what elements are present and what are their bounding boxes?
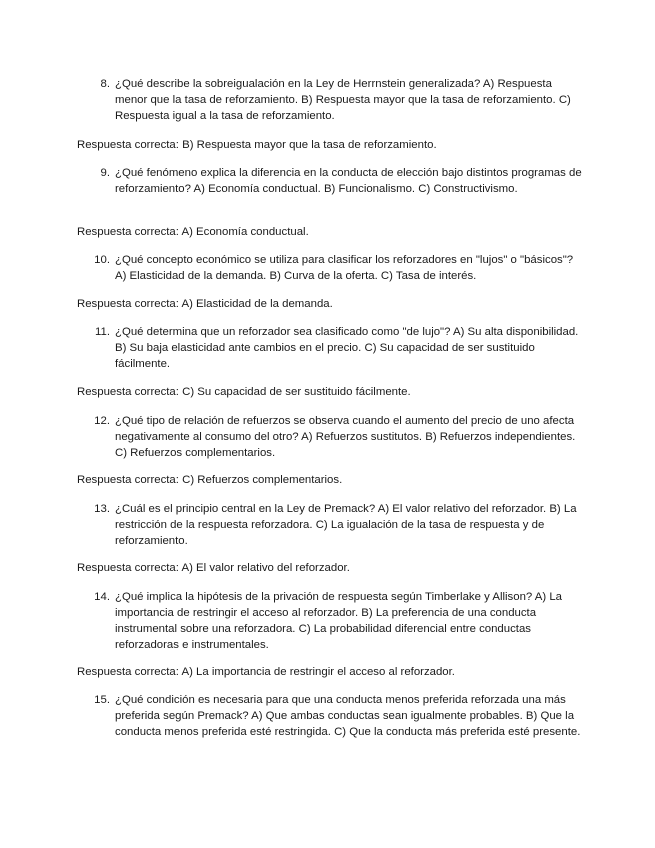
- question-text: ¿Qué fenómeno explica la diferencia en la conducta de elección bajo distintos programas de reforzamiento? A) Economía conductual. B) Funcionalismo. C) Constructivismo.: [115, 167, 582, 195]
- question-text: ¿Qué implica la hipótesis de la privación de respuesta según Timberlake y Allison? A) La importancia de restringir el acceso al reforzador. B) La preferencia de una conducta instrumental sobre una reforzadora. C) La probabilidad diferencial entre conductas reforzadoras e instrumentales.: [115, 591, 563, 651]
- question-number: 11.: [95, 326, 110, 338]
- answer-text: Respuesta correcta: C) Su capacidad de ser sustituido fácilmente.: [77, 386, 411, 398]
- question-number: 13.: [94, 503, 110, 515]
- question-number: 9.: [100, 167, 110, 179]
- question-number: 15.: [94, 694, 110, 706]
- answer-text: Respuesta correcta: A) Elasticidad de la demanda.: [77, 298, 333, 310]
- answer-text: Respuesta correcta: A) La importancia de restringir el acceso al reforzador.: [77, 666, 455, 678]
- answer-text: Respuesta correcta: B) Respuesta mayor que la tasa de reforzamiento.: [77, 139, 437, 151]
- question-number: 14.: [94, 591, 110, 603]
- answer-text: Respuesta correcta: C) Refuerzos complementarios.: [77, 474, 343, 486]
- question-text: ¿Qué determina que un reforzador sea clasificado como "de lujo"? A) Su alta disponibilidad. B) Su baja elasticidad ante cambios en el precio. C) Su capacidad de ser sustituido fácilmente.: [115, 326, 579, 370]
- question-text: ¿Qué tipo de relación de refuerzos se observa cuando el aumento del precio de uno afecta negativamente al consumo del otro? A) Refuerzos sustitutos. B) Refuerzos independientes. C) Refuerzos complementarios.: [115, 415, 576, 459]
- question-number: 12.: [94, 415, 110, 427]
- question-text: ¿Cuál es el principio central en la Ley de Premack? A) El valor relativo del reforzador. B) La restricción de la respuesta reforzadora. C) La igualación de la tasa de respuesta y de reforzamiento.: [115, 503, 577, 547]
- question-text: ¿Qué concepto económico se utiliza para clasificar los reforzadores en "lujos" o "básicos"? A) Elasticidad de la demanda. B) Curva de la oferta. C) Tasa de interés.: [115, 254, 574, 282]
- question-text: ¿Qué condición es necesaria para que una conducta menos preferida reforzada una más preferida según Premack? A) Que ambas conductas sean igualmente probables. B) Que la conducta menos preferida esté restringida. C) Que la conducta más preferida esté presente.: [115, 694, 581, 738]
- answer-text: Respuesta correcta: A) El valor relativo del reforzador.: [77, 562, 350, 574]
- question-number: 10.: [94, 254, 110, 266]
- question-number: 8.: [100, 78, 110, 90]
- question-text: ¿Qué describe la sobreigualación en la Ley de Herrnstein generalizada? A) Respuesta menor que la tasa de reforzamiento. B) Respuesta mayor que la tasa de reforzamiento. C) Respuesta igual a la tasa de reforzamiento.: [115, 78, 571, 122]
- answer-text: Respuesta correcta: A) Economía conductual.: [77, 226, 309, 238]
